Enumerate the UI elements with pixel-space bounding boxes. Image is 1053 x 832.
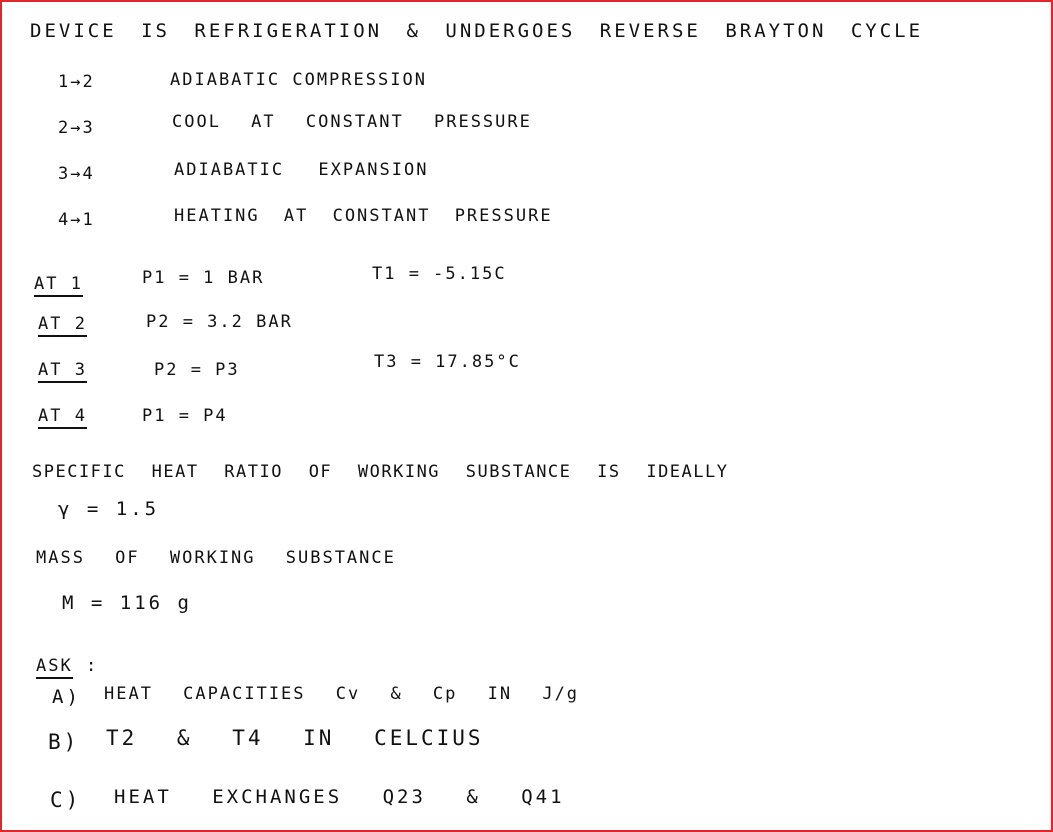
- process-step-4: 4→1: [58, 210, 95, 230]
- specific-heat-value: γ = 1.5: [58, 498, 160, 520]
- state-label-2: AT 2: [38, 314, 87, 337]
- state-temperature-3: T3 = 17.85°C: [374, 352, 521, 372]
- state-label-1: AT 1: [34, 274, 83, 297]
- state-label-4: AT 4: [38, 406, 87, 429]
- process-step-1: 1→2: [58, 72, 95, 92]
- state-label-3: AT 3: [38, 360, 87, 383]
- state-temperature-1: T1 = -5.15C: [372, 264, 507, 284]
- process-step-2: 2→3: [58, 118, 95, 138]
- mass-value: M = 116 g: [62, 592, 192, 614]
- process-desc-4: HEATING AT CONSTANT PRESSURE: [174, 206, 553, 226]
- ask-item-c-letter: C): [50, 788, 82, 812]
- process-desc-1: ADIABATIC COMPRESSION: [170, 70, 427, 90]
- state-pressure-1: P1 = 1 BAR: [142, 268, 265, 288]
- ask-item-a-text: HEAT CAPACITIES Cv & Cp IN J/g: [104, 684, 580, 704]
- process-step-3: 3→4: [58, 164, 95, 184]
- title-line: DEVICE IS REFRIGERATION & UNDERGOES REVERSE BRAYTON CYCLE: [30, 20, 924, 42]
- state-pressure-4: P1 = P4: [142, 406, 228, 426]
- specific-heat-text: SPECIFIC HEAT RATIO OF WORKING SUBSTANCE IS IDEALLY: [32, 462, 729, 482]
- mass-text: MASS OF WORKING SUBSTANCE: [36, 548, 396, 568]
- process-desc-2: COOL AT CONSTANT PRESSURE: [172, 112, 532, 132]
- state-pressure-2: P2 = 3.2 BAR: [146, 312, 293, 332]
- state-pressure-3: P2 = P3: [154, 360, 240, 380]
- ask-item-a-letter: A): [52, 686, 81, 708]
- ask-item-b-text: T2 & T4 IN CELCIUS: [106, 726, 484, 750]
- ask-item-b-letter: B): [48, 730, 80, 754]
- process-desc-3: ADIABATIC EXPANSION: [174, 160, 429, 180]
- ask-colon: :: [86, 656, 99, 676]
- ask-label: ASK: [36, 656, 73, 679]
- ask-item-c-text: HEAT EXCHANGES Q23 & Q41: [114, 786, 565, 808]
